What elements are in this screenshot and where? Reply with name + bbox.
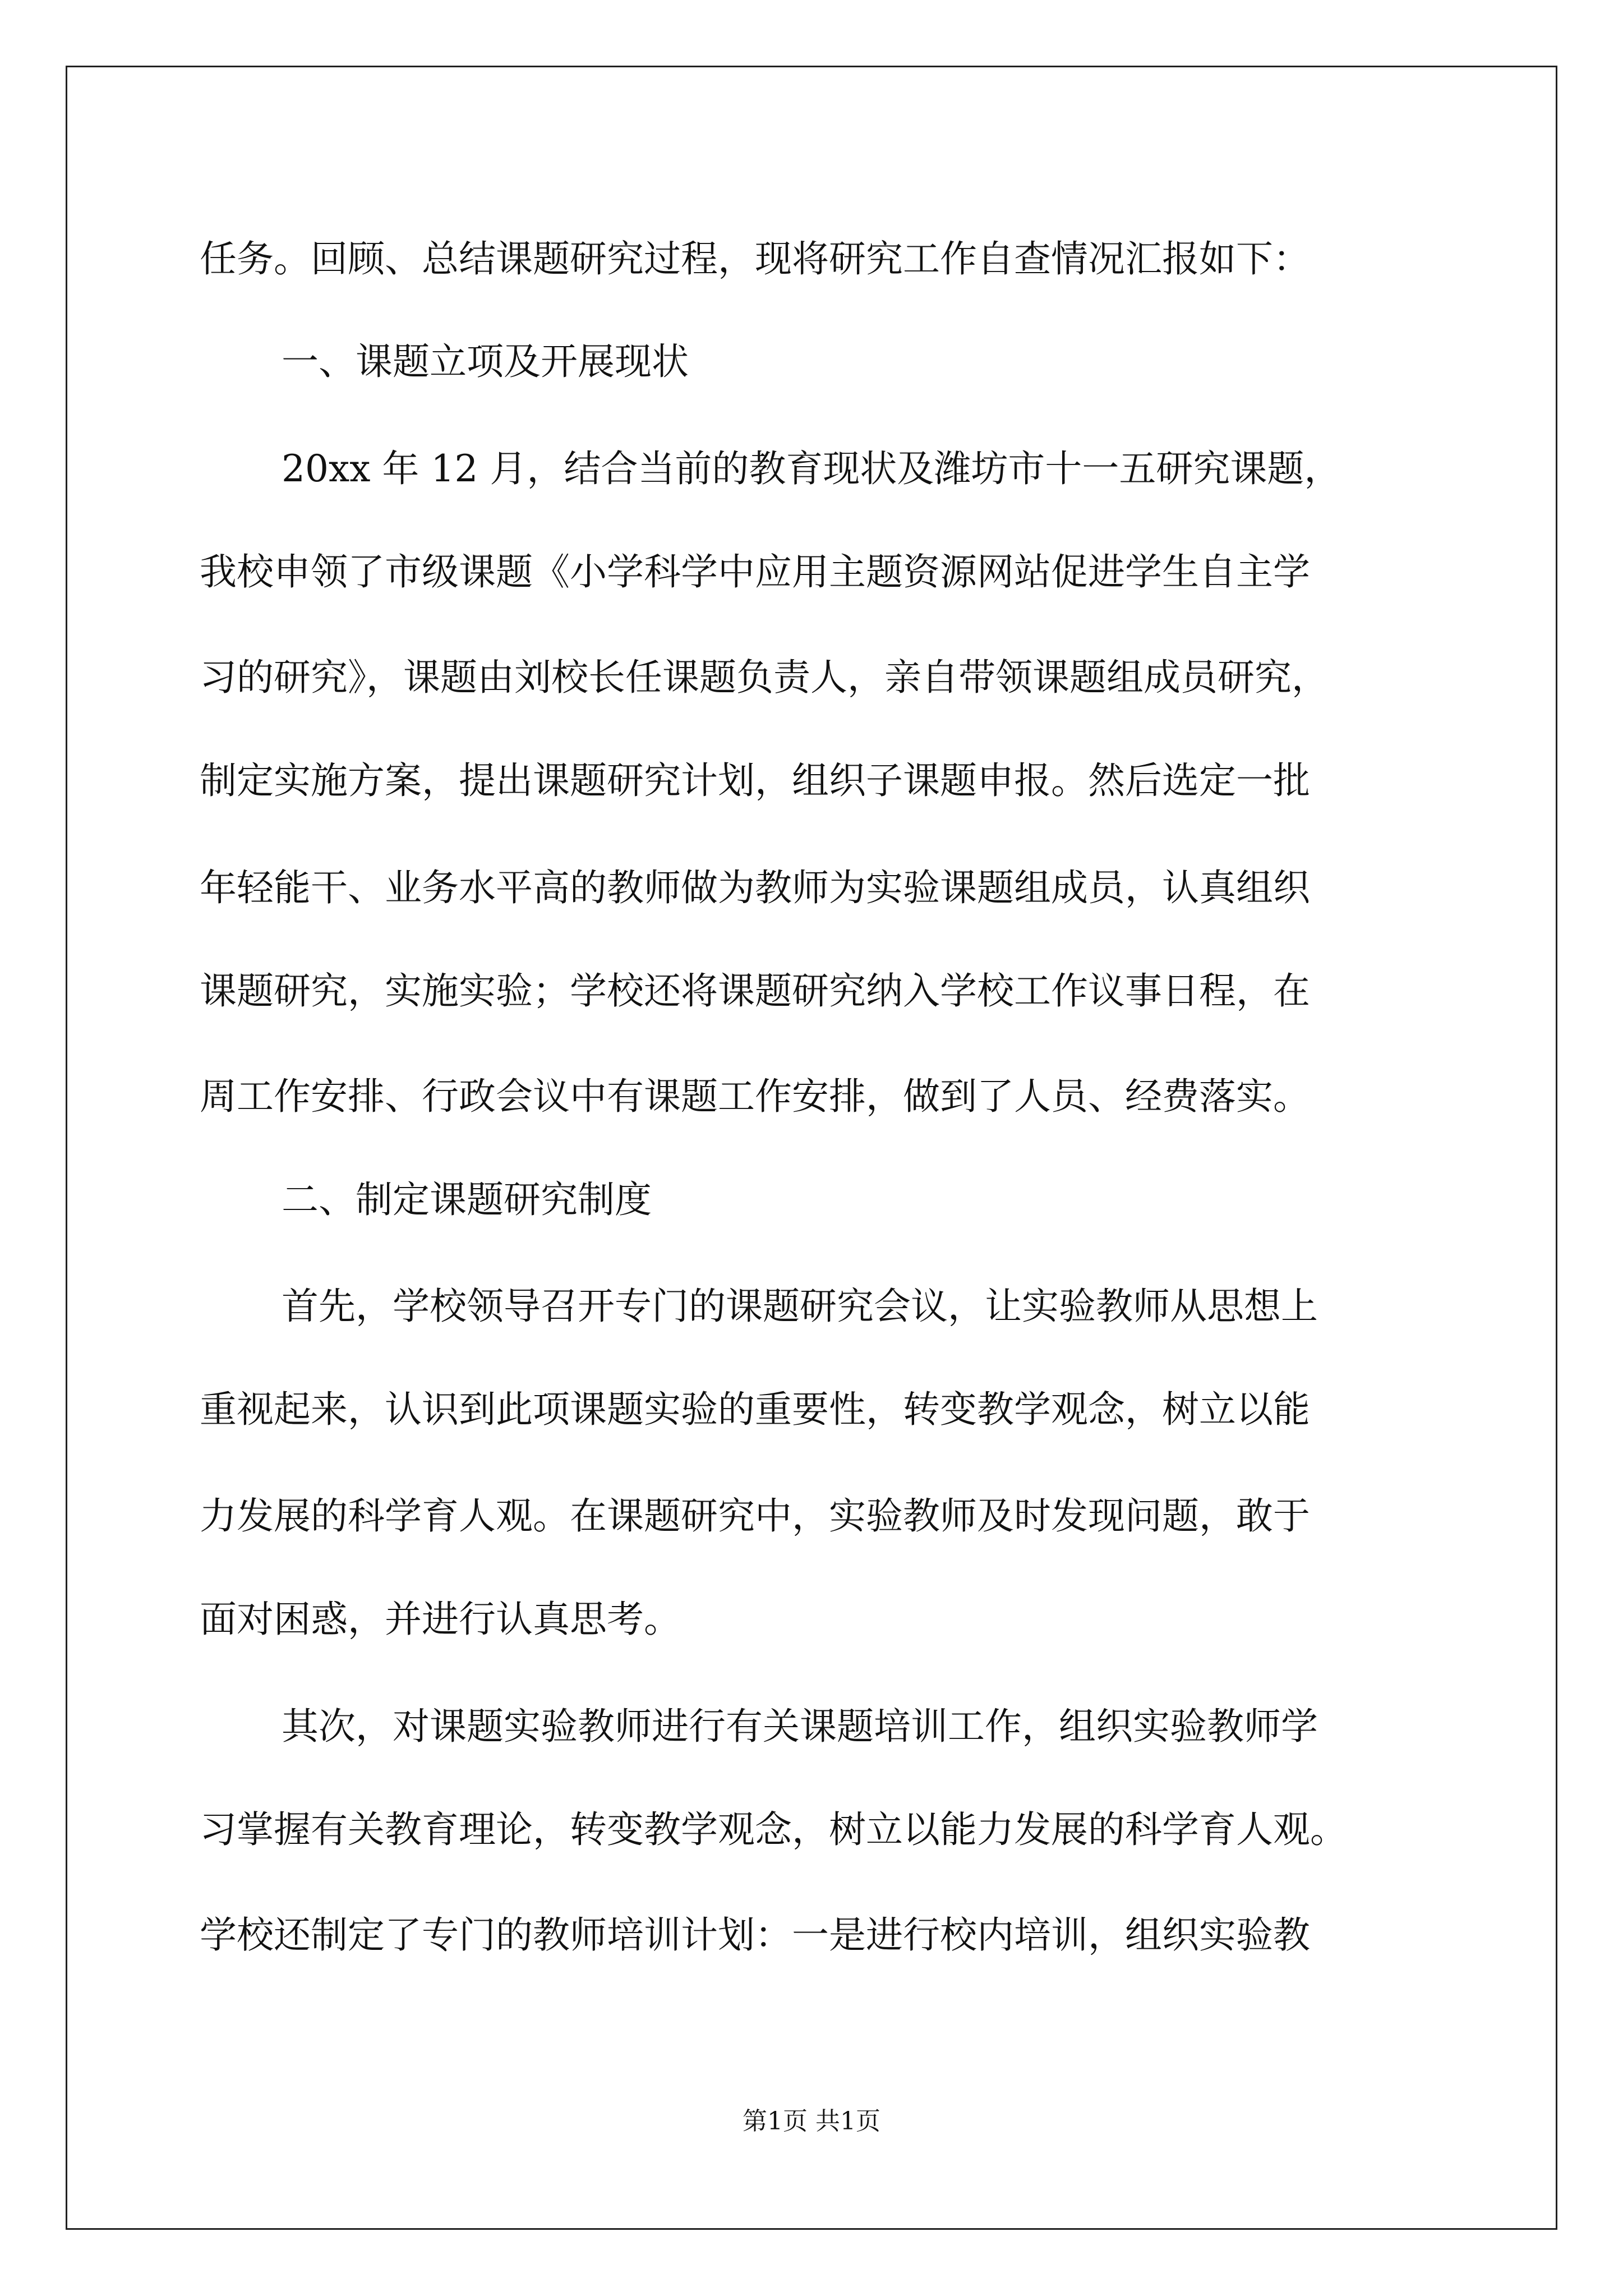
section-heading-2: 二、制定课题研究制度	[282, 1178, 652, 1221]
paragraph-3-line-3: 学校还制定了专门的教师培训计划：一是进行校内培训，组织实验教	[200, 1913, 1310, 1957]
paragraph-1-line-5: 年轻能干、业务水平高的教师做为教师为实验课题组成员，认真组织	[200, 866, 1310, 909]
paragraph-1-line-1: 20xx 年 12 月，结合当前的教育现状及潍坊市十一五研究课题，	[282, 447, 1341, 490]
paragraph-1-line-2: 我校申领了市级课题《小学科学中应用主题资源网站促进学生自主学	[200, 550, 1310, 593]
paragraph-1-line-4: 制定实施方案，提出课题研究计划，组织子课题申报。然后选定一批	[200, 759, 1310, 802]
paragraph-1-line-7: 周工作安排、行政会议中有课题工作安排，做到了人员、经费落实。	[200, 1075, 1310, 1118]
page-number-footer: 第1页 共1页	[743, 2107, 880, 2136]
paragraph-2-line-2: 重视起来，认识到此项课题实验的重要性，转变教学观念，树立以能	[200, 1388, 1310, 1431]
paragraph-3-line-2: 习掌握有关教育理论，转变教学观念，树立以能力发展的科学育人观。	[200, 1808, 1347, 1851]
paragraph-2-line-3: 力发展的科学育人观。在课题研究中，实验教师及时发现问题，敢于	[200, 1494, 1310, 1538]
page-border	[66, 66, 1557, 2230]
paragraph-3-line-1: 其次，对课题实验教师进行有关课题培训工作，组织实验教师学	[282, 1705, 1318, 1748]
paragraph-1-line-3: 习的研究》，课题由刘校长任课题负责人，亲自带领课题组成员研究，	[200, 656, 1329, 699]
section-heading-1: 一、课题立项及开展现状	[282, 340, 689, 383]
paragraph-1-line-6: 课题研究，实施实验；学校还将课题研究纳入学校工作议事日程，在	[200, 969, 1310, 1013]
paragraph-2-line-4: 面对困惑，并进行认真思考。	[200, 1598, 681, 1641]
text-line-1: 任务。回顾、总结课题研究过程，现将研究工作自查情况汇报如下：	[200, 237, 1310, 280]
paragraph-2-line-1: 首先，学校领导召开专门的课题研究会议，让实验教师从思想上	[282, 1285, 1318, 1328]
